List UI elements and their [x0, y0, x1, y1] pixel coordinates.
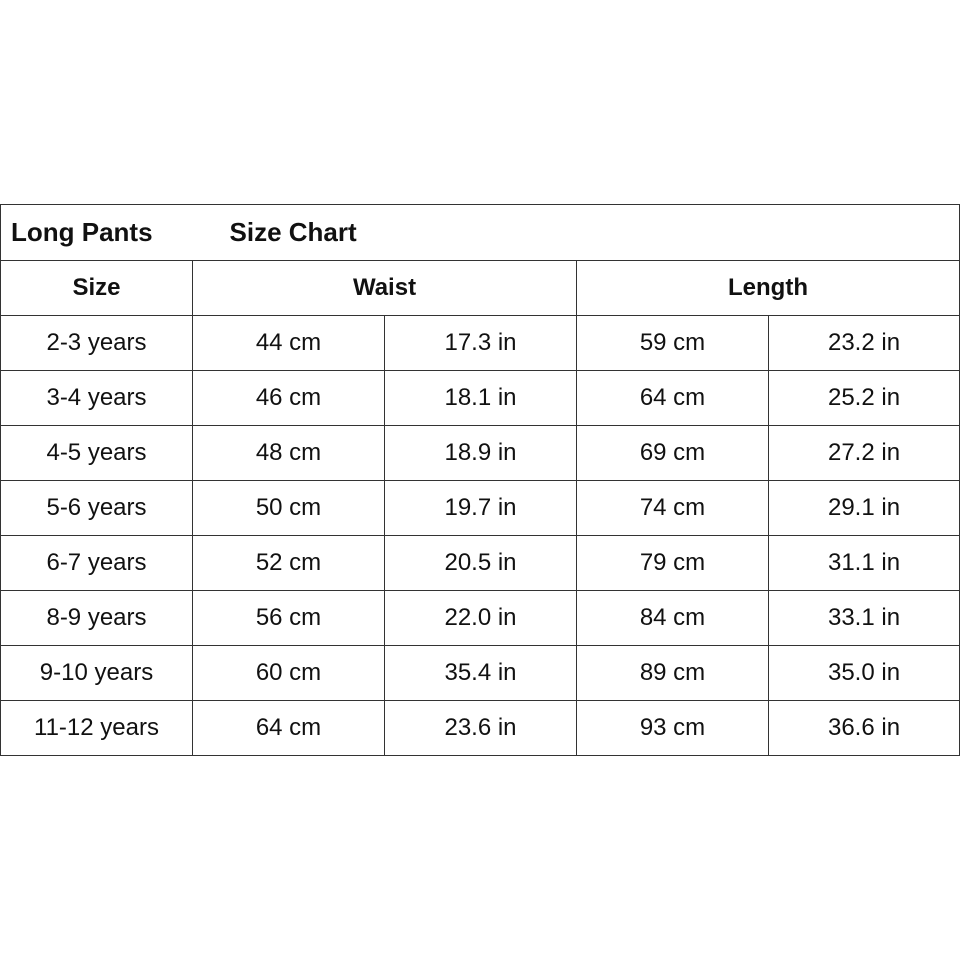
length-cm-cell: 59 cm — [577, 316, 769, 371]
waist-cm-cell: 52 cm — [193, 536, 385, 591]
length-in-cell: 31.1 in — [769, 536, 960, 591]
waist-in-cell: 19.7 in — [385, 481, 577, 536]
table-row — [1, 316, 960, 371]
waist-in-cell: 18.1 in — [385, 371, 577, 426]
waist-in-cell: 23.6 in — [385, 701, 577, 756]
length-cm-cell: 89 cm — [577, 646, 769, 701]
length-cm-cell: 69 cm — [577, 426, 769, 481]
length-cm-cell: 84 cm — [577, 591, 769, 646]
table-row — [1, 426, 960, 481]
table-row — [1, 701, 960, 756]
waist-cm-cell: 56 cm — [193, 591, 385, 646]
product-title: Long Pants — [1, 205, 193, 261]
table-row — [1, 591, 960, 646]
waist-cm-cell: 46 cm — [193, 371, 385, 426]
title-row — [1, 205, 960, 261]
size-cell: 5-6 years — [1, 481, 193, 536]
length-in-cell: 33.1 in — [769, 591, 960, 646]
waist-cm-cell: 44 cm — [193, 316, 385, 371]
waist-cm-cell: 64 cm — [193, 701, 385, 756]
chart-title: Size Chart — [229, 217, 357, 247]
table-row — [1, 536, 960, 591]
length-in-cell: 23.2 in — [769, 316, 960, 371]
length-in-cell: 27.2 in — [769, 426, 960, 481]
length-in-cell: 35.0 in — [769, 646, 960, 701]
waist-in-cell: 18.9 in — [385, 426, 577, 481]
chart-title-cell — [193, 205, 960, 261]
waist-in-cell: 17.3 in — [385, 316, 577, 371]
length-cm-cell: 64 cm — [577, 371, 769, 426]
size-cell: 8-9 years — [1, 591, 193, 646]
size-cell: 6-7 years — [1, 536, 193, 591]
size-cell: 11-12 years — [1, 701, 193, 756]
size-cell: 4-5 years — [1, 426, 193, 481]
waist-in-cell: 22.0 in — [385, 591, 577, 646]
waist-header: Waist — [193, 261, 577, 316]
size-header: Size — [1, 261, 193, 316]
waist-cm-cell: 48 cm — [193, 426, 385, 481]
waist-cm-cell: 50 cm — [193, 481, 385, 536]
length-cm-cell: 79 cm — [577, 536, 769, 591]
length-cm-cell: 74 cm — [577, 481, 769, 536]
length-in-cell: 36.6 in — [769, 701, 960, 756]
size-cell: 3-4 years — [1, 371, 193, 426]
waist-in-cell: 35.4 in — [385, 646, 577, 701]
table-row — [1, 371, 960, 426]
waist-cm-cell: 60 cm — [193, 646, 385, 701]
table-row — [1, 646, 960, 701]
length-in-cell: 25.2 in — [769, 371, 960, 426]
size-cell: 2-3 years — [1, 316, 193, 371]
table-row — [1, 481, 960, 536]
size-cell: 9-10 years — [1, 646, 193, 701]
waist-in-cell: 20.5 in — [385, 536, 577, 591]
size-chart-table — [0, 204, 960, 756]
length-header: Length — [577, 261, 960, 316]
length-in-cell: 29.1 in — [769, 481, 960, 536]
header-row — [1, 261, 960, 316]
length-cm-cell: 93 cm — [577, 701, 769, 756]
